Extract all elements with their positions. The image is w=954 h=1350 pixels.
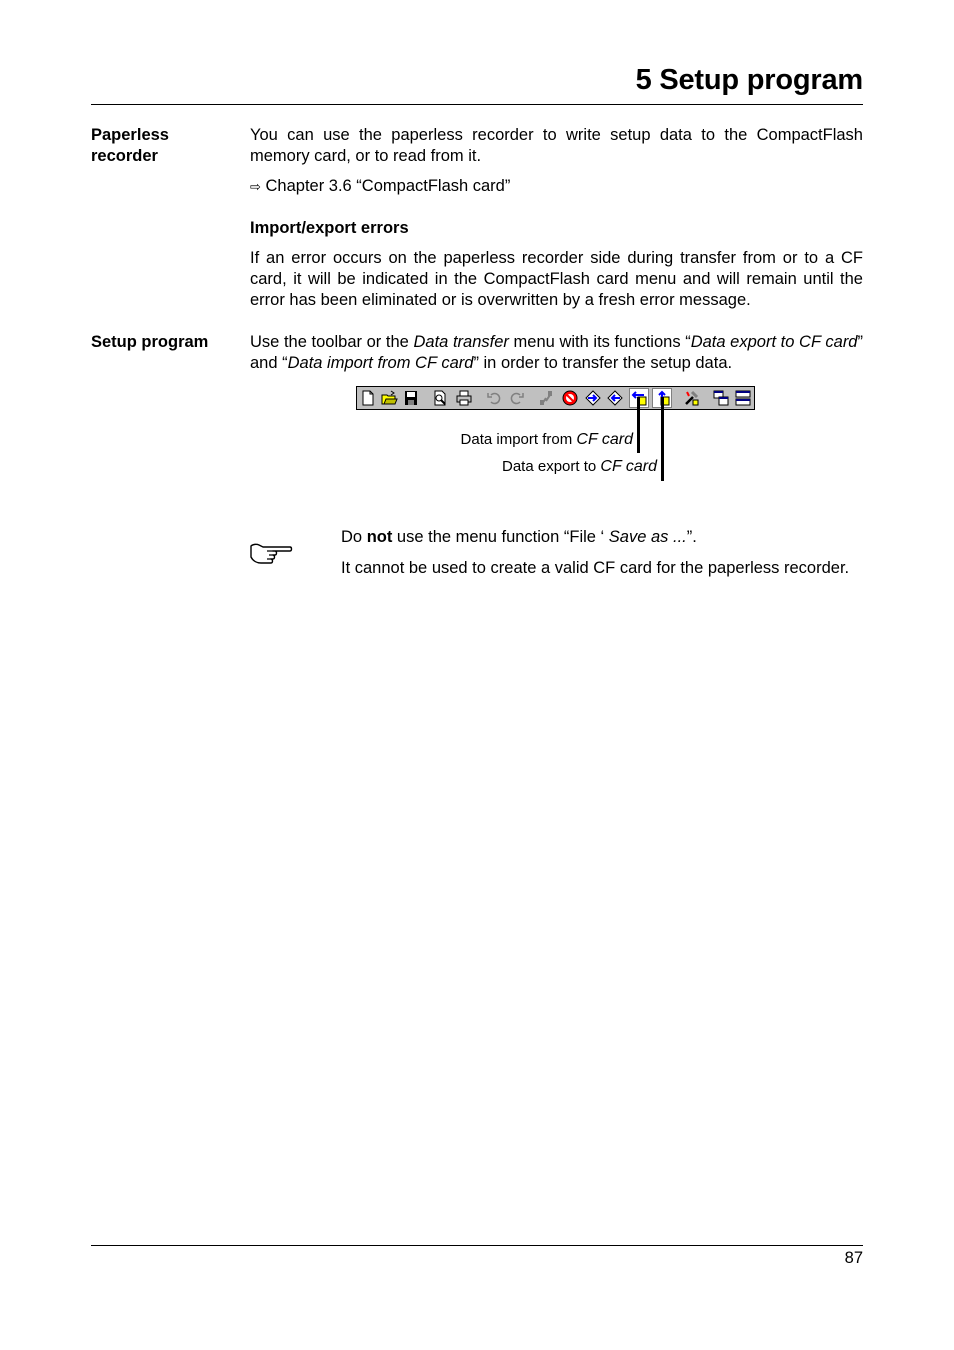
header-rule: [91, 104, 863, 105]
page-number: 87: [844, 1249, 863, 1267]
side-heading-line1: Paperless: [91, 126, 169, 144]
side-heading-line2: recorder: [91, 147, 158, 165]
pointing-hand-icon: [249, 538, 295, 566]
setup-text-4: Data export to CF card: [690, 333, 858, 351]
print-preview-icon[interactable]: [431, 389, 449, 407]
note-paragraph-1: [341, 527, 863, 548]
transfer-from-device-icon[interactable]: [606, 389, 624, 407]
cascade-windows-icon[interactable]: [712, 389, 730, 407]
footer-rule: [91, 1245, 863, 1246]
page-title: 5 Setup program: [635, 64, 863, 96]
save-disk-icon[interactable]: [402, 389, 420, 407]
export-leader-line: [661, 397, 664, 481]
note-paragraph-2: It cannot be used to create a valid CF card for the paperless recorder.: [341, 559, 850, 577]
setup-text-2: Data transfer: [413, 333, 509, 351]
setup-text-1: Use the toolbar or the: [250, 333, 414, 351]
note-text-1: Do: [341, 528, 367, 546]
note-text-2: use the menu function “File ‘: [392, 528, 609, 546]
note-text-bold: not: [366, 528, 393, 546]
setup-text-5: ” and “: [250, 333, 863, 372]
connect-icon[interactable]: [537, 389, 555, 407]
import-leader-line: [637, 397, 640, 453]
note-text-3: ”.: [686, 528, 697, 546]
chapter-reference-text: Chapter 3.6 “CompactFlash card”: [265, 177, 511, 195]
new-file-icon[interactable]: [359, 389, 377, 407]
redo-icon[interactable]: [508, 389, 526, 407]
tile-windows-icon[interactable]: [734, 389, 752, 407]
setup-program-paragraph: [250, 332, 863, 374]
caption-import-prefix: Data import from: [460, 431, 577, 448]
side-heading-paperless-recorder: [91, 125, 241, 167]
paperless-intro-paragraph: You can use the paperless recorder to write setup data to the CompactFlash memory card, or to read from it.: [250, 126, 863, 165]
note-text-italic: Save as ...: [608, 528, 687, 546]
print-icon[interactable]: [455, 389, 473, 407]
side-heading-setup-program: Setup program: [91, 333, 209, 351]
chapter-reference: [250, 176, 863, 198]
setup-text-3: menu with its functions “: [508, 333, 691, 351]
caption-data-import: [461, 431, 633, 449]
setup-text-7: ” in order to transfer the setup data.: [473, 354, 733, 372]
import-export-errors-paragraph: If an error occurs on the paperless recorder side during transfer from or to a CF card, it will be indicated in the CompactFlash card menu and will remain until the error has been eliminated or is overwritten by a fresh error message.: [250, 249, 863, 309]
caption-data-export: [502, 458, 657, 476]
tools-icon[interactable]: [682, 389, 700, 407]
transfer-to-device-icon[interactable]: [584, 389, 602, 407]
caption-export-prefix: Data export to: [502, 458, 601, 475]
toolbar: [356, 386, 755, 410]
import-export-errors-heading: Import/export errors: [250, 219, 409, 237]
undo-icon[interactable]: [485, 389, 503, 407]
open-folder-icon[interactable]: [380, 389, 398, 407]
caption-export-italic: CF card: [600, 458, 657, 475]
reference-arrow-icon: ⇨: [250, 180, 261, 195]
setup-text-6: Data import from CF card: [287, 354, 474, 372]
cancel-transfer-icon[interactable]: [561, 389, 579, 407]
caption-import-italic: CF card: [576, 431, 633, 448]
